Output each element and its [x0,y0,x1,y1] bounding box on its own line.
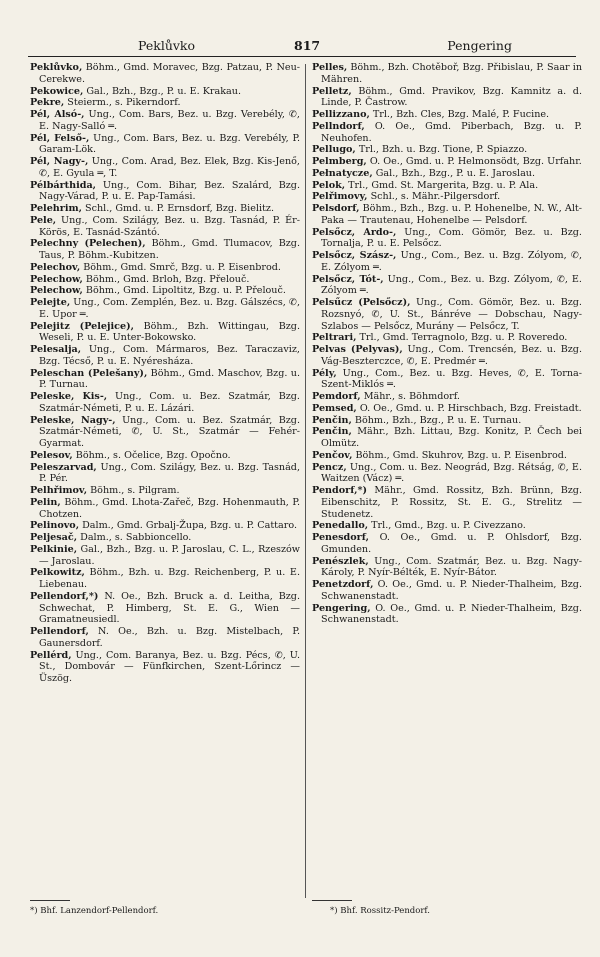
entry-text: Ung., Com. Gömör, Bez. u. Bzg. Rozsnyó, ✆, U. St., Bánréve — Dobschau, Nagy-Szlabos — Pelsőcz, Murány — Pelsőcz, T. [321,297,582,332]
entry-text: Gal., Bzh., Bzg., P. u. E. Jaroslau. [372,167,536,179]
entry-text: O. Oe., Gmd. Piberbach, Bzg. u. P. Neuhofen. [321,120,582,144]
entry-headword: Peljesač, [30,532,78,543]
entry-text: Böhm., Bzh. u. Bzg. Reichenberg, P. u. E. Liebenau. [39,567,300,590]
header-left-term: Peklůvko [138,38,196,53]
entry [312,556,582,580]
entry [312,579,582,603]
entry-text: Ung., Com. Bars, Bez. u. Bzg. Verebély, ✆, E. Nagy-Salló ═. [39,109,300,132]
entry-text: Böhm., Gmd. Tlumacov, Bzg. Taus, P. Böhm.-Kubitzen. [39,238,300,261]
entry-headword: Pemdorf, [312,391,361,402]
entry-headword: Pele, [30,214,57,226]
entry [30,462,300,486]
entry-text: Ung., Com. Bars, Bez. u. Bzg. Verebély, P. Garam-Lök. [39,132,301,156]
entry-text: Böhm., Gmd. Maschov, Bzg. u. P. Turnau. [39,367,300,391]
entry [30,544,300,568]
entry-headword: Pelin, [30,496,61,508]
entry-text: Böhm., Bzh., Bzg., P. u. E. Turnau. [351,414,522,426]
entry [312,532,582,556]
entry-text: Böhm., Gmd. Smrč, Bzg. u. P. Eisenbrod. [80,261,281,273]
right-column [312,62,582,626]
entry [30,180,300,204]
entry [30,97,300,109]
footnote-rule-right [312,900,352,901]
entry-headword: Penészlek, [312,555,369,567]
entry [30,156,300,180]
entry [312,86,582,110]
entry-text: Ung., Com. Zemplén, Bez. u. Bzg. Gálszécs, ✆, E. Upor ═. [39,297,300,320]
entry [30,532,300,544]
entry [312,109,582,121]
entry [30,567,300,591]
entry [312,520,582,532]
entry-text: Böhm., Bzh., Bzg. u. P. Hohenelbe, N. W., Alt-Paka — Trautenau, Hohenelbe — Pelsdorf. [321,203,582,226]
entry-text: N. Oe., Bzh. Bruck a. d. Leitha, Bzg. Schwechat, P. Himberg, St. E. G., Wien — Gramatneusiedl. [39,590,300,626]
entry-headword: Pelinovo, [30,520,80,532]
entry [312,191,582,203]
entry [30,391,300,415]
entry-headword: Pelsőcz, Ardo-, [312,226,397,238]
entry-text: Ung., Com. Bihar, Bez. Szalárd, Bzg. Nagy-Várad, P. u. E. Pap-Tamási. [39,179,300,203]
entry-headword: Pellendorf,*) [30,590,99,602]
entry-headword: Pelejte, [30,297,71,308]
entry-headword: Peleszarvad, [30,461,97,473]
entry [312,203,582,227]
entry-text: Ung., Com. Baranya, Bez. u. Bzg. Pécs, ✆, U. St., Dombovár — Fünfkirchen, Szent-Lőrincz — Üszög. [39,649,300,684]
entry-text: Böhm., Gmd. Moravec, Bzg. Patzau, P. Neu-Cerekwe. [39,62,300,85]
entry-headword: Pelechow, [30,273,83,285]
entry-headword: Penčov, [312,449,353,461]
entry-headword: Peleske, Nagy-, [30,414,116,426]
entry-headword: Pél, Felső-, [30,132,90,144]
entry-headword: Peklůvko, [30,62,83,73]
entry [30,274,300,286]
entry-text: O. Oe., Gmd. u. P. Nieder-Thalheim, Bzg. Schwanenstadt. [321,602,582,626]
entry-text: Ung., Com. u. Bez. Szatmár, Bzg. Szatmár-Németi, ✆, U. St., Szatmár — Fehér-Gyarmat. [39,414,300,449]
footnote-left: *) Bhf. Lanzendorf-Pellendorf. [30,906,159,916]
entry-headword: Pelechny (Pelechen), [30,238,146,250]
entry-text: Ung., Com. Arad, Bez. Elek, Bzg. Kis-Jenő, ✆, E. Gyula ═, T. [39,156,300,179]
entry [30,262,300,274]
entry [30,497,300,521]
entry-headword: Penčin, [312,426,352,438]
entry-headword: Pelhřimov, [30,485,88,496]
left-column [30,62,300,685]
entry-headword: Peltrari, [312,332,357,344]
entry [312,450,582,462]
entry [30,520,300,532]
entry-text: Ung., Com., Bez. u. Bzg. Zólyom, ✆, E. Zólyom ═. [321,250,582,273]
entry-text: Böhm., Gmd. Lipoltitz, Bzg. u. P. Přelouč. [82,285,286,297]
entry [312,403,582,415]
entry-text: O. Oe., Gmd. u. P. Hirschbach, Bzg. Freistadt. [356,402,582,414]
entry-text: O. Oe., Gmd. u. P. Helmonsödt, Bzg. Urfahr. [366,156,582,167]
entry [312,297,582,332]
entry-text: Schl., s. Mähr.-Pilgersdorf. [367,191,501,203]
entry-text: Böhm., Bzh. Wittingau, Bzg. Weseli, P. u. E. Unter-Bokowsko. [39,320,300,344]
entry [312,485,582,520]
entry [30,626,300,650]
entry [312,180,582,192]
entry-text: Ung., Com. Szilágy, Bez. u. Bzg. Tasnád, P. Pér. [39,461,300,485]
entry-headword: Pekowice, [30,85,84,97]
entry-headword: Pelok, [312,179,346,191]
entry-text: O. Oe., Gmd. u. P. Nieder-Thalheim, Bzg. Schwanenstadt. [321,579,582,602]
entry-text: Böhm., Bzh. Chotěboř, Bzg. Přibislau, P. Saar in Mähren. [321,62,582,85]
entry-text: Trl., Gmd., Bzg. u. P. Civezzano. [368,520,526,532]
entry-headword: Pelesov, [30,449,73,461]
entry [312,168,582,180]
entry-headword: Pelsőcz, Szász-, [312,250,397,261]
entry-text: Trl., Bzh. Cles, Bzg. Malé, P. Fucine. [369,109,550,120]
entry-text: Schl., Gmd. u. P. Ernsdorf, Bzg. Bielitz. [81,203,275,214]
entry [312,344,582,368]
entry [30,285,300,297]
entry [312,332,582,344]
entry [30,215,300,239]
entry-text: Gal., Bzh., Bzg. u. P. Jaroslau, C. L., Rzeszów — Jaroslau. [39,543,300,567]
entry-headword: Penesdorf, [312,532,369,543]
entry-headword: Pelsdorf, [312,203,360,214]
entry-headword: Pelejitz (Pelejice), [30,320,134,332]
page-header [28,36,576,57]
entry [30,297,300,321]
entry [30,109,300,133]
entry-text: Ung., Com. Szatmár, Bez. u. Bzg. Nagy-Károly, P. Nyír-Bélték, E. Nyír-Bátor. [321,555,582,579]
entry [312,462,582,486]
entry-headword: Pemsed, [312,402,357,414]
entry [30,62,300,86]
column-divider [305,64,306,898]
entry [312,426,582,450]
entry-headword: Pendorf,*) [312,485,368,496]
entry [312,156,582,168]
page-number: 817 [294,38,321,53]
entry-text: Ung., Com. u. Bez. Neográd, Bzg. Rétság, ✆, E. Waitzen (Vácz) ═. [321,461,582,485]
entry-text: Steierm., s. Pikerndorf. [64,97,181,109]
entry [30,650,300,685]
entry [30,368,300,392]
entry-text: Trl., Gmd. Terragnolo, Bzg. u. P. Roveredo. [356,332,568,344]
entry-text: Ung., Com. Gömör, Bez. u. Bzg. Tornalja, P. u. E. Pelsőcz. [321,226,582,250]
entry-headword: Penetzdorf, [312,579,374,590]
entry-headword: Pelvas (Pelyvas), [312,344,403,355]
entry-text: Mähr., s. Böhmdorf. [360,391,460,402]
entry-headword: Pelřimovy, [312,191,368,203]
entry-text: Trl., Bzh. u. Bzg. Tione, P. Spiazzo. [355,144,528,156]
entry-headword: Pellndorf, [312,120,365,132]
footnote-rule-left [30,900,70,901]
entry-text: Böhm., Gmd. Lhota-Zařeč, Bzg. Hohenmauth, P. Chotzen. [39,496,300,520]
entry [312,121,582,145]
entry-headword: Penedallo, [312,520,369,532]
entry-headword: Pelsűcz (Pelsőcz), [312,297,411,308]
entry-headword: Pelkinie, [30,543,78,555]
entry [30,591,300,626]
entry-text: Böhm., s. Pilgram. [87,485,180,496]
entry-headword: Pelmberg, [312,156,367,167]
entry-headword: Pellendorf, [30,626,89,637]
entry-headword: Pelehrim, [30,203,82,214]
entry-headword: Pełnatycze, [312,167,373,179]
entry-text: Dalm., s. Sabbioncello. [77,532,192,543]
entry-headword: Peleske, Kis-, [30,391,108,402]
entry-headword: Pelesalja, [30,344,82,355]
entry [30,321,300,345]
entry-headword: Pengering, [312,602,371,614]
entry-text: Böhm., Gmd. Skuhrov, Bzg. u. P. Eisenbrod. [352,449,567,461]
entry [312,368,582,392]
entry-text: Ung., Com. Trencsén, Bez. u. Bzg. Vág-Beszterczce, ✆, E. Predmér ═. [321,344,582,367]
entry [30,133,300,157]
entry [312,227,582,251]
entry-headword: Pelletz, [312,85,352,97]
entry-text: Trl., Gmd. St. Margerita, Bzg. u. P. Ala. [345,179,539,191]
entry [30,485,300,497]
entry-headword: Pelles, [312,62,348,73]
entry-text: Dalm., Gmd. Grbalj-Župa, Bzg. u. P. Cattaro. [79,520,297,532]
entry-text: Gal., Bzh., Bzg., P. u. E. Krakau. [83,85,241,97]
entry-text: Ung., Com., Bez. u. Bzg. Zólyom, ✆, E. Zólyom ═. [321,273,582,297]
entry-text: Böhm., Gmd. Pravikov, Bzg. Kamnitz a. d. Linde, P. Častrow. [321,85,582,109]
entry-headword: Pellugo, [312,144,356,156]
entry [30,203,300,215]
entry-headword: Pél, Alsó-, [30,109,85,120]
entry [312,274,582,298]
entry-text: O. Oe., Gmd. u. P. Ohlsdorf, Bzg. Gmunden. [321,532,582,555]
entry-headword: Peleschan (Pelešany), [30,367,148,379]
entry-headword: Pellérd, [30,649,72,661]
entry-text: Ung., Com. u. Bez. Szatmár, Bzg. Szatmár-Németi, P. u. E. Lázári. [39,391,300,414]
entry-text: N. Oe., Bzh. u. Bzg. Mistelbach, P. Gaunersdorf. [39,626,300,649]
entry [312,144,582,156]
entry-text: Ung., Com., Bez. u. Bzg. Heves, ✆, E. Torna-Szent-Miklós ═. [321,367,582,391]
entry [30,415,300,450]
entry [30,344,300,368]
entry [30,86,300,98]
entry-headword: Pelsőcz, Tót-, [312,273,384,285]
entry-headword: Pekre, [30,97,65,109]
entry [312,603,582,627]
entry-text: Mähr., Bzh. Littau, Bzg. Konitz, P. Čech bei Olmütz. [321,426,582,449]
entry [312,391,582,403]
entry-text: Böhm., Gmd. Brloh, Bzg. Přelouč. [82,273,250,285]
entry-headword: Penčin, [312,414,352,426]
entry [30,450,300,462]
entry [30,238,300,262]
entry-headword: Pelkowitz, [30,567,85,579]
entry-headword: Pellizzano, [312,109,370,120]
entry-headword: Pél, Nagy-, [30,156,89,167]
footnote-right: *) Bhf. Rossitz-Pendorf. [330,906,430,916]
entry-headword: Pély, [312,367,337,379]
entry-headword: Pélbárthida, [30,179,96,191]
entry [312,415,582,427]
entry [312,62,582,86]
entry-headword: Pelechov, [30,261,81,273]
entry-text: Mähr., Gmd. Rossitz, Bzh. Brünn, Bzg. Eibenschitz, P. Rossitz, St. E. G., Strelitz — Studenetz. [321,485,582,520]
header-right-term: Pengering [447,38,512,53]
entry-text: Ung., Com. Szilágy, Bez. u. Bzg. Tasnád, P. Ér-Körös, E. Tasnád-Szántó. [39,214,300,238]
entry [312,250,582,274]
entry-headword: Pencz, [312,461,347,473]
entry-text: Ung., Com. Mármaros, Bez. Taraczaviz, Bzg. Técső, P. u. E. Nyéresháza. [39,344,300,367]
entry-headword: Pelechow, [30,285,83,297]
entry-text: Böhm., s. Očelice, Bzg. Opočno. [72,449,231,461]
